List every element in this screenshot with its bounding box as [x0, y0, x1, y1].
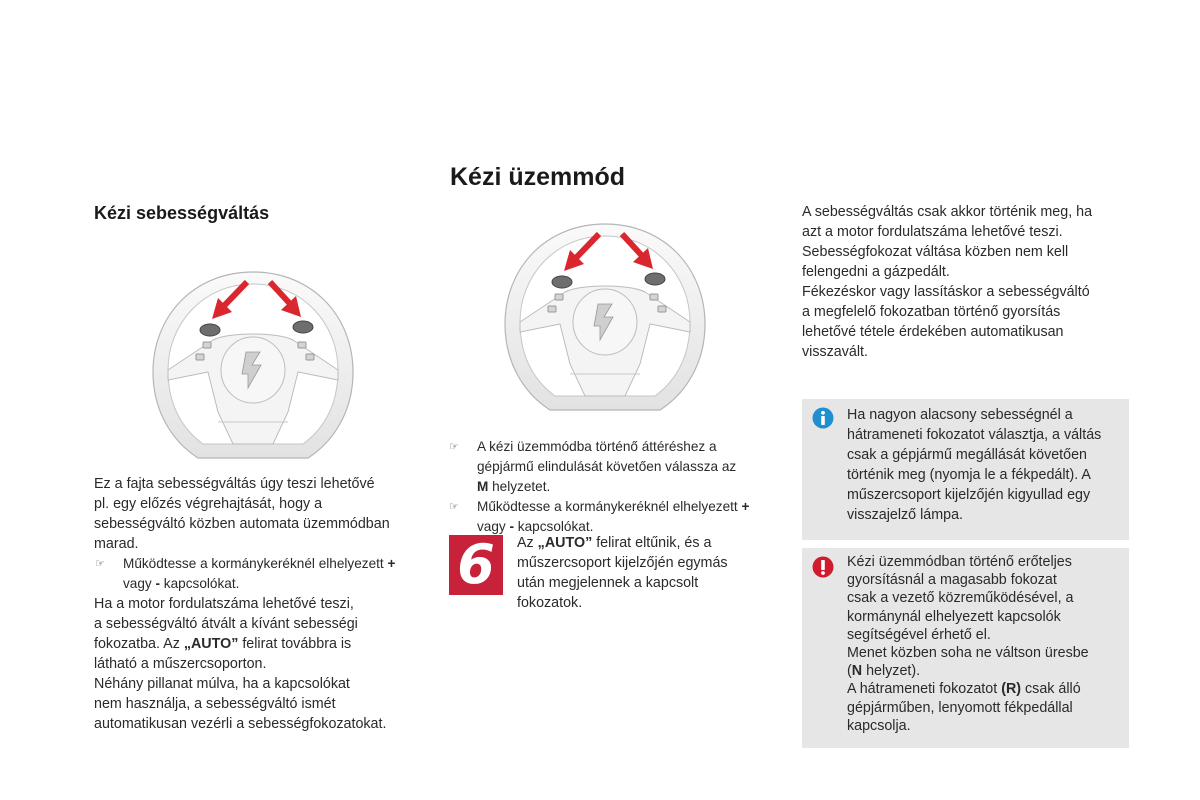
- text-line: Ha nagyon alacsony sebességnél a: [847, 407, 1073, 423]
- text-line: A kézi üzemmódba történő áttéréshez a: [477, 439, 717, 454]
- info-icon: [812, 407, 834, 429]
- text-line: visszajelző lámpa.: [847, 507, 964, 523]
- text-line: automatikusan vezérli a sebességfokozatokat.: [94, 716, 387, 732]
- text-line: vagy - kapcsolókat.: [477, 519, 594, 534]
- text-line: a megfelelő fokozatban történő gyorsítás: [802, 304, 1061, 320]
- text-line: segítségével érhető el.: [847, 626, 991, 643]
- text-line: M helyzetet.: [477, 479, 551, 494]
- text-line: műszercsoport kijelzőjén egymás: [517, 555, 728, 571]
- steering-wheel-illustration-left: [148, 262, 358, 467]
- text-line: Néhány pillanat múlva, ha a kapcsolókat: [94, 676, 350, 692]
- text-line: Ha a motor fordulatszáma lehetővé teszi,: [94, 596, 354, 612]
- text-line: Ez a fajta sebességváltás úgy teszi lehetővé: [94, 476, 375, 492]
- text-line: visszavált.: [802, 344, 868, 360]
- exclamation-icon: [812, 556, 834, 578]
- list-item: [448, 497, 788, 537]
- right-column-text: [802, 202, 1142, 362]
- text-line: sebességváltó közben automata üzemmódban: [94, 516, 390, 532]
- text-line: látható a műszercsoporton.: [94, 656, 267, 672]
- warning-text: [847, 553, 1125, 735]
- text-line: marad.: [94, 536, 139, 552]
- text-line: kapcsolja.: [847, 717, 911, 734]
- gear-digit: 6: [457, 533, 495, 596]
- text-line: gépjármű elindulását követően válassza az: [477, 459, 737, 474]
- text-line: Az „AUTO” felirat eltűnik, és a: [517, 535, 712, 551]
- text-line: csak a gépjármű megállását követően: [847, 447, 1088, 463]
- pointing-hand-icon: ☞: [449, 501, 459, 513]
- text-line: (N helyzet).: [847, 663, 921, 680]
- text-line: pl. egy előzés végrehajtását, hogy a: [94, 496, 323, 512]
- pointing-hand-icon: ☞: [95, 558, 105, 570]
- text-line: Sebességfokozat váltása közben nem kell: [802, 244, 1069, 260]
- text-line: Működtesse a kormánykeréknél elhelyezett +: [123, 556, 396, 571]
- text-line: azt a motor fordulatszáma lehetővé teszi.: [802, 224, 1063, 240]
- text-line: történik meg (nyomja le a fékpedált). A: [847, 467, 1091, 483]
- text-line: vagy - kapcsolókat.: [123, 576, 240, 591]
- text-line: felengedni a gázpedált.: [802, 264, 950, 280]
- info-text: [847, 405, 1125, 525]
- left-column: [94, 474, 434, 734]
- info-note: [802, 399, 1129, 540]
- text-line: A sebességváltás csak akkor történik meg, ha: [802, 204, 1093, 220]
- text-line: a sebességváltó átvált a kívánt sebességi: [94, 616, 358, 632]
- text-line: lehetővé tétele érdekében automatikusan: [802, 324, 1064, 340]
- list-item: [94, 554, 434, 594]
- middle-column: [448, 437, 788, 537]
- text-line: A hátrameneti fokozatot (R) csak álló: [847, 681, 1081, 698]
- text-line: Menet közben soha ne váltson üresbe: [847, 645, 1089, 662]
- page-title: Kézi üzemmód: [450, 163, 626, 191]
- section-title: Kézi sebességváltás: [94, 203, 270, 223]
- text-line: után megjelennek a kapcsolt: [517, 575, 699, 591]
- text-line: fokozatba. Az „AUTO” felirat továbbra is: [94, 636, 352, 652]
- gear-6-display-icon: [449, 535, 503, 595]
- auto-text: [517, 533, 787, 613]
- warning-note: [802, 548, 1129, 748]
- text-line: Fékezéskor vagy lassításkor a sebességváltó: [802, 284, 1090, 300]
- text-line: fokozatok.: [517, 595, 583, 611]
- text-line: gyorsításnál a magasabb fokozat: [847, 572, 1057, 589]
- text-line: kormánynál elhelyezett kapcsolók: [847, 608, 1061, 625]
- text-line: gépjárműben, lenyomott fékpedállal: [847, 699, 1073, 716]
- text-line: Kézi üzemmódban történő erőteljes: [847, 554, 1072, 570]
- text-line: hátrameneti fokozatot választja, a váltás: [847, 427, 1102, 443]
- list-item: [448, 437, 788, 497]
- text-line: műszercsoport kijelzőjén kigyullad egy: [847, 487, 1091, 503]
- steering-wheel-illustration-middle: [500, 214, 710, 419]
- pointing-hand-icon: ☞: [449, 441, 459, 453]
- text-line: nem használja, a sebességváltó ismét: [94, 696, 336, 712]
- text-line: Működtesse a kormánykeréknél elhelyezett +: [477, 499, 750, 514]
- text-line: csak a vezető közreműködésével, a: [847, 590, 1074, 607]
